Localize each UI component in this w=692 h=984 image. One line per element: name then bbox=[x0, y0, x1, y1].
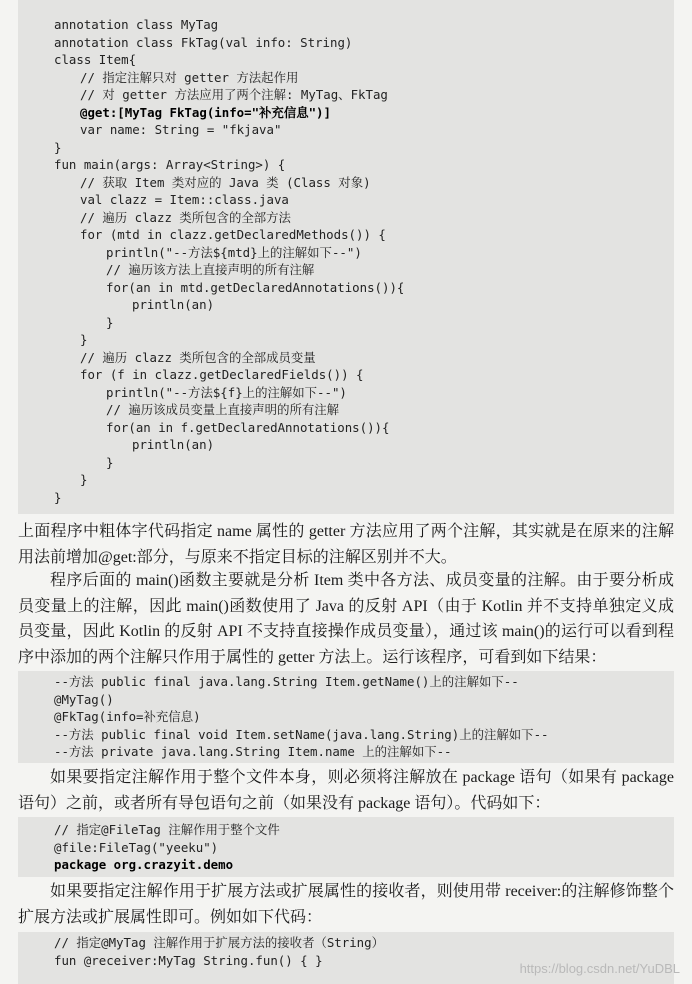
code-line: println(an) bbox=[132, 437, 215, 452]
code-line: for (f in clazz.getDeclaredFields()) { bbox=[80, 367, 364, 382]
code-line: annotation class MyTag bbox=[54, 17, 219, 32]
code-line: @file:FileTag("yeeku") bbox=[54, 839, 219, 855]
code-line: // 指定@MyTag 注解作用于扩展方法的接收者（String） bbox=[54, 935, 384, 950]
code-line: @get:[MyTag FkTag(info="补充信息")] bbox=[80, 104, 331, 120]
code-block-output bbox=[18, 671, 674, 763]
code-line: @FkTag(info=补充信息) bbox=[54, 709, 201, 724]
paragraph-main-analysis: 程序后面的 main()函数主要就是分析 Item 类中各方法、成员变量的注解。由于要分析成员变量上的注解，因此 main()函数使用了 Java 的反射 API（由于 Kotlin 并不支持单独定义成员变量，因此 Kotlin 的反射 API 不支持直接操作成员变量），通过该 main()的运行可以看到程序中添加的两个注解只作用于属性的 getter 方法上。运行该程序，可看到如下结果： bbox=[18, 572, 674, 666]
code-line: // 遍历 clazz 类所包含的全部方法 bbox=[80, 209, 291, 225]
code-line: } bbox=[106, 314, 114, 330]
code-line: package org.crazyit.demo bbox=[54, 857, 234, 872]
code-line: println("--方法${mtd}上的注解如下--") bbox=[106, 244, 362, 260]
code-line: // 遍历该方法上直接声明的所有注解 bbox=[106, 262, 315, 277]
code-line: println(an) bbox=[132, 297, 215, 312]
code-line: // 遍历 clazz 类所包含的全部成员变量 bbox=[80, 349, 316, 365]
code-line: // 对 getter 方法应用了两个注解: MyTag、FkTag bbox=[80, 87, 388, 102]
code-line: annotation class FkTag(val info: String) bbox=[54, 34, 353, 50]
code-line: for(an in mtd.getDeclaredAnnotations()){ bbox=[106, 279, 405, 295]
code-line: // 指定注解只对 getter 方法起作用 bbox=[80, 69, 299, 85]
code-line: println("--方法${f}上的注解如下--") bbox=[106, 384, 347, 400]
paragraph-get-annotation: 上面程序中粗体字代码指定 name 属性的 getter 方法应用了两个注解，其实就是在原来的注解用法前增加@get:部分，与原来不指定目标的注解区别并不大。 bbox=[18, 523, 674, 566]
code-line: fun main(args: Array<String>) { bbox=[54, 157, 286, 172]
paragraph-file-annotation: 如果要指定注解作用于整个文件本身，则必须将注解放在 package 语句（如果有 package 语句）之前，或者所有导包语句之前（如果没有 package 语句）。代码如下： bbox=[18, 769, 674, 812]
code-line: --方法 public final java.lang.String Item.getName()上的注解如下-- bbox=[54, 674, 519, 689]
code-line: val clazz = Item::class.java bbox=[80, 192, 289, 207]
code-line: // 指定@FileTag 注解作用于整个文件 bbox=[54, 822, 280, 837]
code-line: } bbox=[80, 332, 88, 347]
code-line: @MyTag() bbox=[54, 691, 114, 707]
code-line: var name: String = "fkjava" bbox=[80, 122, 282, 137]
code-line: for (mtd in clazz.getDeclaredMethods()) { bbox=[80, 227, 386, 242]
code-line: // 遍历该成员变量上直接声明的所有注解 bbox=[106, 402, 340, 417]
code-line: for(an in f.getDeclaredAnnotations()){ bbox=[106, 419, 390, 435]
watermark: https://blog.csdn.net/YuDBL bbox=[519, 961, 680, 976]
code-line: } bbox=[106, 454, 114, 470]
code-line: // 获取 Item 类对应的 Java 类 (Class 对象) bbox=[80, 174, 371, 190]
code-line: --方法 public final void Item.setName(java.lang.String)上的注解如下-- bbox=[54, 726, 549, 742]
code-line: } bbox=[54, 139, 62, 155]
code-line: } bbox=[80, 472, 88, 487]
code-line: class Item{ bbox=[54, 52, 137, 67]
code-block-main bbox=[18, 0, 674, 514]
code-block-receiver bbox=[18, 932, 674, 984]
code-line: } bbox=[54, 489, 62, 505]
code-line: fun @receiver:MyTag String.fun() { } bbox=[54, 952, 323, 968]
code-block-file-tag bbox=[18, 817, 674, 877]
paragraph-receiver-annotation: 如果要指定注解作用于扩展方法或扩展属性的接收者，则使用带 receiver:的注解修饰整个扩展方法或扩展属性即可。例如如下代码： bbox=[18, 883, 674, 926]
code-line: --方法 private java.lang.String Item.name 上的注解如下-- bbox=[54, 744, 452, 759]
